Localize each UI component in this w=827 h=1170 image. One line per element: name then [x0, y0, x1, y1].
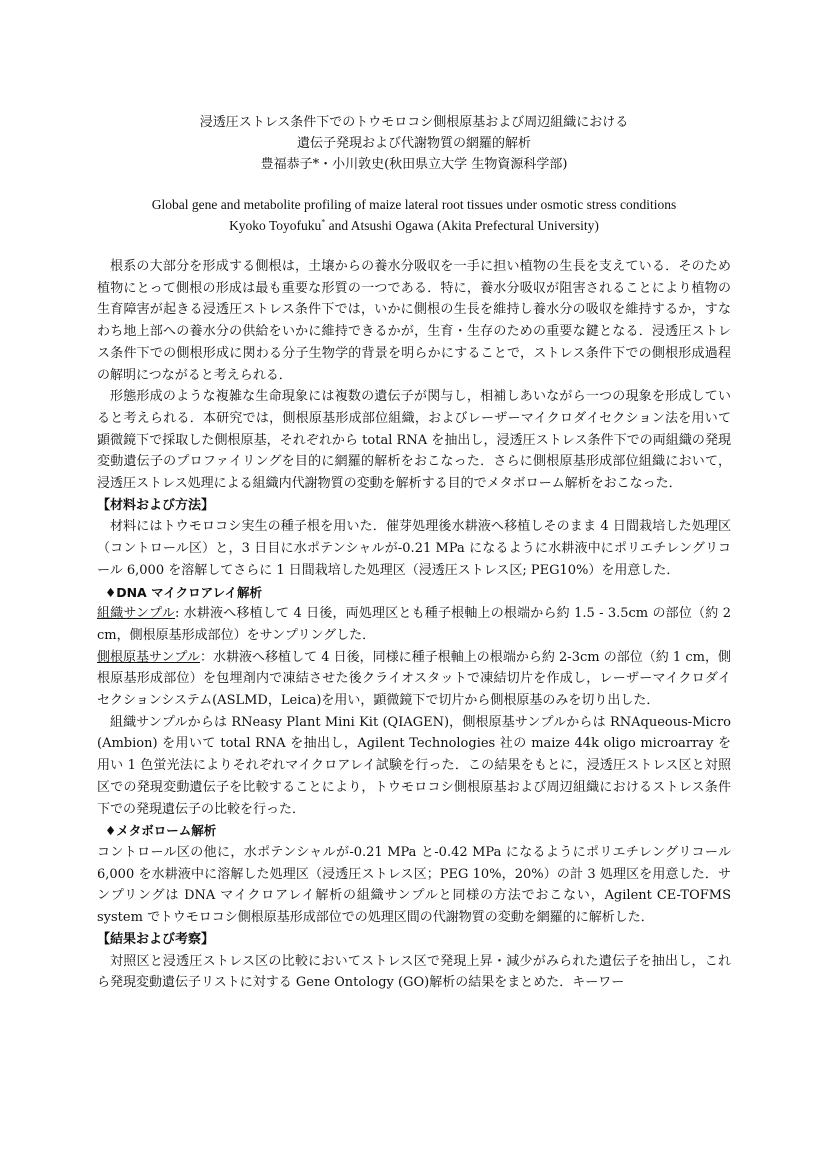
dna-microarray-heading: ♦DNA マイクロアレイ解析 [105, 584, 262, 600]
japanese-title-line-1: 浸透圧ストレス条件下でのトウモロコシ側根原基および周辺組織における [199, 115, 629, 130]
methods-paragraph-1: 材料にはトウモロコシ実生の種子根を用いた．催芽処理後水耕液へ移植しそのまま 4 日間栽培した処理区（コントロール区）と，3 日目に水ポテンシャルが-0.21 MPa になるように水耕液中にポリエチレングリコール 6,000 を溶解してさらに 1 日間栽培した処理区（浸透圧ストレス区; PEG10%）を用意した． [97, 519, 731, 578]
intro-paragraph-2: 形態形成のような複雑な生命現象には複数の遺伝子が関与し，相補しあいながら一つの現象を形成していると考えられる．本研究では，側根原基形成部位組織，およびレーザーマイクロダイセクション法を用いて顕微鏡下で採取した側根原基，それぞれから total RNA を抽出し，浸透圧ストレス条件下での両組織の発現変動遺伝子のプロファイリングを目的に網羅的解析をおこなった．さらに側根原基形成部位組織において，浸透圧ストレス処理による組織内代謝物質の変動を解析する目的でメタボローム解析をおこなった． [97, 389, 731, 492]
tissue-sample-label: 組織サンプル [97, 606, 175, 622]
methods-paragraph-2: 組織サンプルからは RNeasy Plant Mini Kit (QIAGEN)，側根原基サンプルからは RNAqueous-Micro (Ambion) を用いて total RNA を抽出し，Agilent Technologies 社の maize 44k oligo microarray を用い 1 色蛍光法によりそれぞれマイクロアレイ試験を行った．この結果をもとに，浸透圧ストレス区と対照区での発現変動遺伝子を比較することにより，トウモロコシ側根原基および周辺組織におけるストレス条件下での発現遺伝子の比較を行った． [97, 714, 731, 817]
document-page [97, 112, 731, 994]
tissue-sample-paragraph [97, 603, 731, 646]
tissue-sample-text: : 水耕液へ移植して 4 日後，両処理区とも種子根軸上の根端から約 1.5 - 3.5cm の部位（約 2 cm，側根原基形成部位）をサンプリングした． [97, 606, 731, 643]
english-author-1: Kyoko Toyofuku [229, 218, 322, 233]
results-paragraph-1: 対照区と浸透圧ストレス区の比較においてストレス区で発現上昇・減少がみられた遺伝子を抽出し，これら発現変動遺伝子リストに対する Gene Ontology (GO)解析の結果をまとめた．キーワー [97, 953, 731, 991]
english-title: Global gene and metabolite profiling of maize lateral root tissues under osmotic stress conditions [151, 197, 677, 212]
methods-paragraph-3: コントロール区の他に，水ポテンシャルが-0.21 MPa と-0.42 MPa になるようにポリエチレングリコール 6,000 を水耕液中に溶解した処理区（浸透圧ストレス区；PEG 10%，20%）の計 3 処理区を用意した．サンプリングは DNA マイクロアレイ解析の組織サンプルと同様の方法でおこない，Agilent CE-TOFMS system でトウモロコシ側根原基形成部位での処理区間の代謝物質の変動を網羅的に解析した． [97, 844, 731, 926]
primordia-sample-label: 側根原基サンプル [97, 649, 200, 665]
corresponding-author-mark: * [321, 217, 326, 227]
intro-paragraph-1: 根系の大部分を形成する側根は，土壌からの養水分吸収を一手に担い植物の生長を支えている．そのため植物にとって側根の形成は最も重要な形質の一つである．特に，養水分吸収が阻害されることにより植物の生育障害が起きる浸透圧ストレス条件下では，いかに側根の生長を維持し養水分の吸収を維持するか，すなわち地上部への養水分の供給をいかに維持できるかが，生育・生存のための重要な鍵となる．浸透圧ストレス条件下での側根形成に関わる分子生物学的背景を明らかにすることで，ストレス条件下での側根形成過程の解明につながると考えられる． [97, 259, 731, 383]
methods-heading: 【材料および方法】 [97, 497, 215, 513]
japanese-authors: 豊福恭子*・小川敦史(秋田県立大学 生物資源科学部) [260, 157, 568, 172]
english-authors-rest: and Atsushi Ogawa (Akita Prefectural University) [325, 218, 599, 233]
results-heading: 【結果および考察】 [97, 931, 215, 947]
japanese-title-line-2: 遺伝子発現および代謝物質の網羅的解析 [296, 136, 531, 151]
primordia-sample-paragraph [97, 647, 731, 712]
primordia-sample-text: ：水耕液へ移植して 4 日後，同様に種子根軸上の根端から約 2-3cm の部位（約 1 cm，側根原基形成部位）を包埋剤内で凍結させた後クライオスタットで凍結切片を作成し，レーザーマイクロダイセクションシステム(ASLMD，Leica)を用い，顕微鏡下で切片から側根原基のみを切り出した． [97, 649, 731, 709]
metabolome-heading: ♦メタボローム解析 [105, 823, 217, 839]
english-authors [97, 215, 731, 236]
